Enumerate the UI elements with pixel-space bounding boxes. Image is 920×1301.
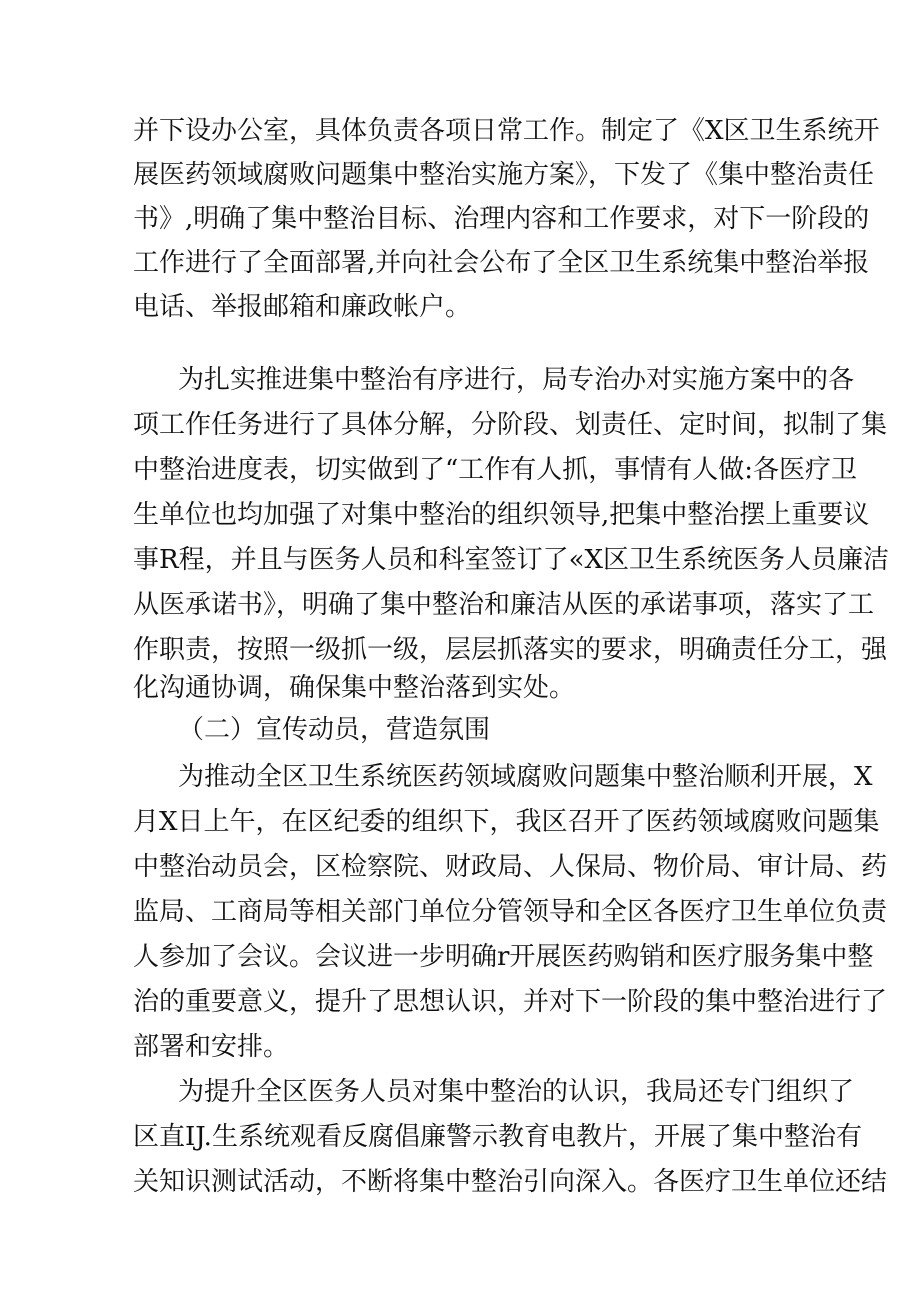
text-line: 区直IJ.生系统观看反腐倡廉警示教育电教片，开展了集中整治有 (133, 1122, 862, 1152)
text-line: 展医药领域腐败问题集中整治实施方案》，下发了《集中整治责任 (133, 160, 875, 190)
text-line: 人参加了会议。会议进一步明确r开展医药购销和医疗服务集中整 (133, 942, 874, 972)
text-line: 为扎实推进集中整治有序进行，局专治办对实施方案中的各 (178, 365, 855, 395)
text-line: 电话、举报邮箱和廉政帐户。 (133, 292, 472, 322)
text-line: 生单位也均加强了对集中整治的组织领导,把集中整治摆上重要议 (133, 500, 870, 530)
text-line: 为推动全区卫生系统医药领域腐败问题集中整治顺利开展，X (178, 762, 873, 792)
text-line: 中整治进度表，切实做到了“工作有人抓，事情有人做:各医疗卫 (133, 455, 858, 485)
text-line: 监局、工商局等相关部门单位分管领导和全区各医疗卫生单位负责 (133, 897, 888, 927)
text-line: 治的重要意义，提升了思想认识，并对下一阶段的集中整治进行了 (133, 987, 888, 1017)
text-line: 作职责，按照一级抓一级，层层抓落实的要求，明确责任分工，强 (133, 635, 888, 665)
text-line: 事R程，并且与医务人员和科室签订了«X区卫生系统医务人员廉洁 (133, 545, 889, 575)
text-line: 工作进行了全面部署,并向社会公布了全区卫生系统集中整治举报 (133, 248, 870, 278)
text-line: 项工作任务进行了具体分解，分阶段、划责任、定时间，拟制了集 (133, 410, 888, 440)
section-heading: （二）宣传动员，营造氛围 (178, 715, 491, 745)
text-line: 部署和安排。 (133, 1032, 290, 1062)
text-line: 化沟通协调，确保集中整治落到实处。 (133, 673, 576, 703)
text-line: 从医承诺书》，明确了集中整治和廉洁从医的承诺事项，落实了工 (133, 590, 875, 620)
text-line: 中整治动员会，区检察院、财政局、人保局、物价局、审计局、药 (133, 852, 888, 882)
text-line: 月X日上午，在区纪委的组织下，我区召开了医药领域腐败问题集 (133, 807, 880, 837)
text-line: 关知识测试活动，不断将集中整治引向深入。各医疗卫生单位还结 (133, 1167, 888, 1197)
text-line: 为提升全区医务人员对集中整治的认识，我局还专门组织了 (178, 1077, 855, 1107)
text-line: 并下设办公室，具体负责各项日常工作。制定了《X区卫生系统开 (133, 116, 880, 146)
text-line: 书》,明确了集中整治目标、治理内容和工作要求，对下一阶段的 (133, 204, 870, 234)
